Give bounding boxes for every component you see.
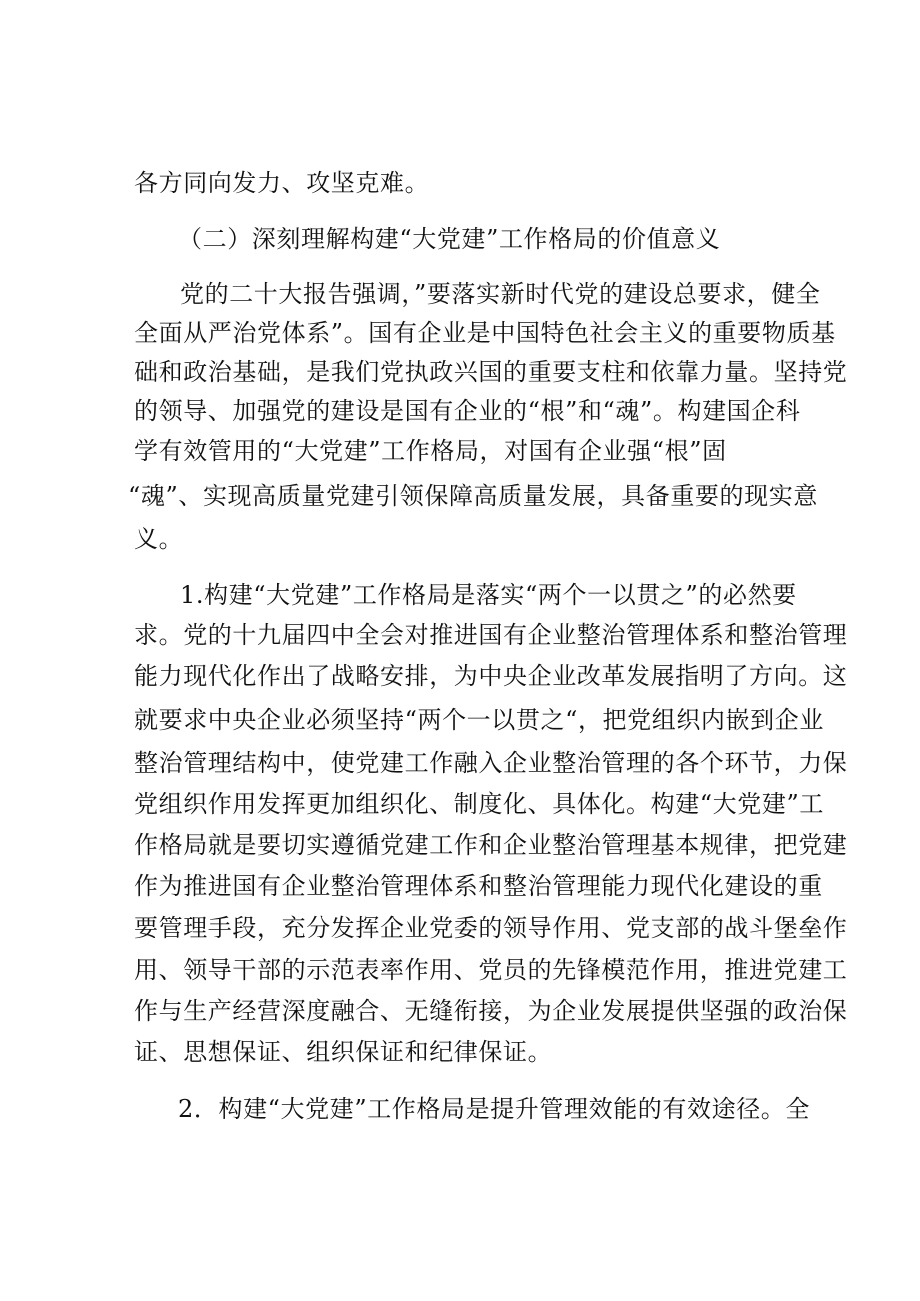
paragraph-2-line-1: 1.构建“大党建”工作格局是落实“两个一以贯之”的必然要 xyxy=(180,581,797,609)
paragraph-2-line-4: 就要求中央企业必须坚持“两个一以贯之“，把党组织内嵌到企业 xyxy=(134,706,824,734)
text-line-continuation: 各方同向发力、攻坚克难。 xyxy=(134,169,430,197)
paragraph-2-line-8: 作为推进国有企业整治管理体系和整治管理能力现代化建设的重 xyxy=(134,872,823,900)
paragraph-2-line-6: 党组织作用发挥更加组织化、制度化、具体化。构建“大党建”工 xyxy=(134,790,824,818)
paragraph-1-line-4: 的领导、加强党的建设是国有企业的“根”和“魂”。构建国企科 xyxy=(134,397,801,425)
paragraph-1-line-2: 全面从严治党体系”。国有企业是中国特色社会主义的重要物质基 xyxy=(134,319,836,347)
paragraph-2-line-5: 整治管理结构中，使党建工作融入企业整治管理的各个环节，力保 xyxy=(134,749,848,777)
paragraph-2-line-10: 用、领导干部的示范表率作用、党员的先锋模范作用，推进党建工 xyxy=(134,956,848,984)
paragraph-2-line-2: 求。党的十九届四中全会对推进国有企业整治管理体系和整治管理 xyxy=(134,621,848,649)
section-heading: （二）深刻理解构建“大党建”工作格局的价值意义 xyxy=(178,225,721,253)
paragraph-1-line-5: 学有效管用的“大党建”工作格局，对国有企业强“根”固 xyxy=(134,437,727,465)
paragraph-3-line-1: 2．构建“大党建”工作格局是提升管理效能的有效途径。全 xyxy=(178,1095,811,1123)
paragraph-1-line-7: 义。 xyxy=(134,525,184,553)
paragraph-2-line-11: 作与生产经营深度融合、无缝衔接，为企业发展提供坚强的政治保 xyxy=(134,997,848,1025)
paragraph-1-line-1: 党的二十大报告强调，”要落实新时代党的建设总要求，健全 xyxy=(180,280,821,308)
paragraph-1-line-6: “魂”、实现高质量党建引领保障高质量发展，具备重要的现实意 xyxy=(128,482,818,510)
paragraph-2-line-7: 作格局就是要切实遵循党建工作和企业整治管理基本规律，把党建 xyxy=(134,831,848,859)
paragraph-2-line-12: 证、思想保证、组织保证和纪律保证。 xyxy=(134,1038,553,1066)
paragraph-2-line-9: 要管理手段，充分发挥企业党委的领导作用、党支部的战斗堡垒作 xyxy=(134,914,848,942)
paragraph-1-line-3: 础和政治基础，是我们党执政兴国的重要支柱和依靠力量。坚持党 xyxy=(134,358,848,386)
paragraph-2-line-3: 能力现代化作出了战略安排，为中央企业改革发展指明了方向。这 xyxy=(134,662,848,690)
